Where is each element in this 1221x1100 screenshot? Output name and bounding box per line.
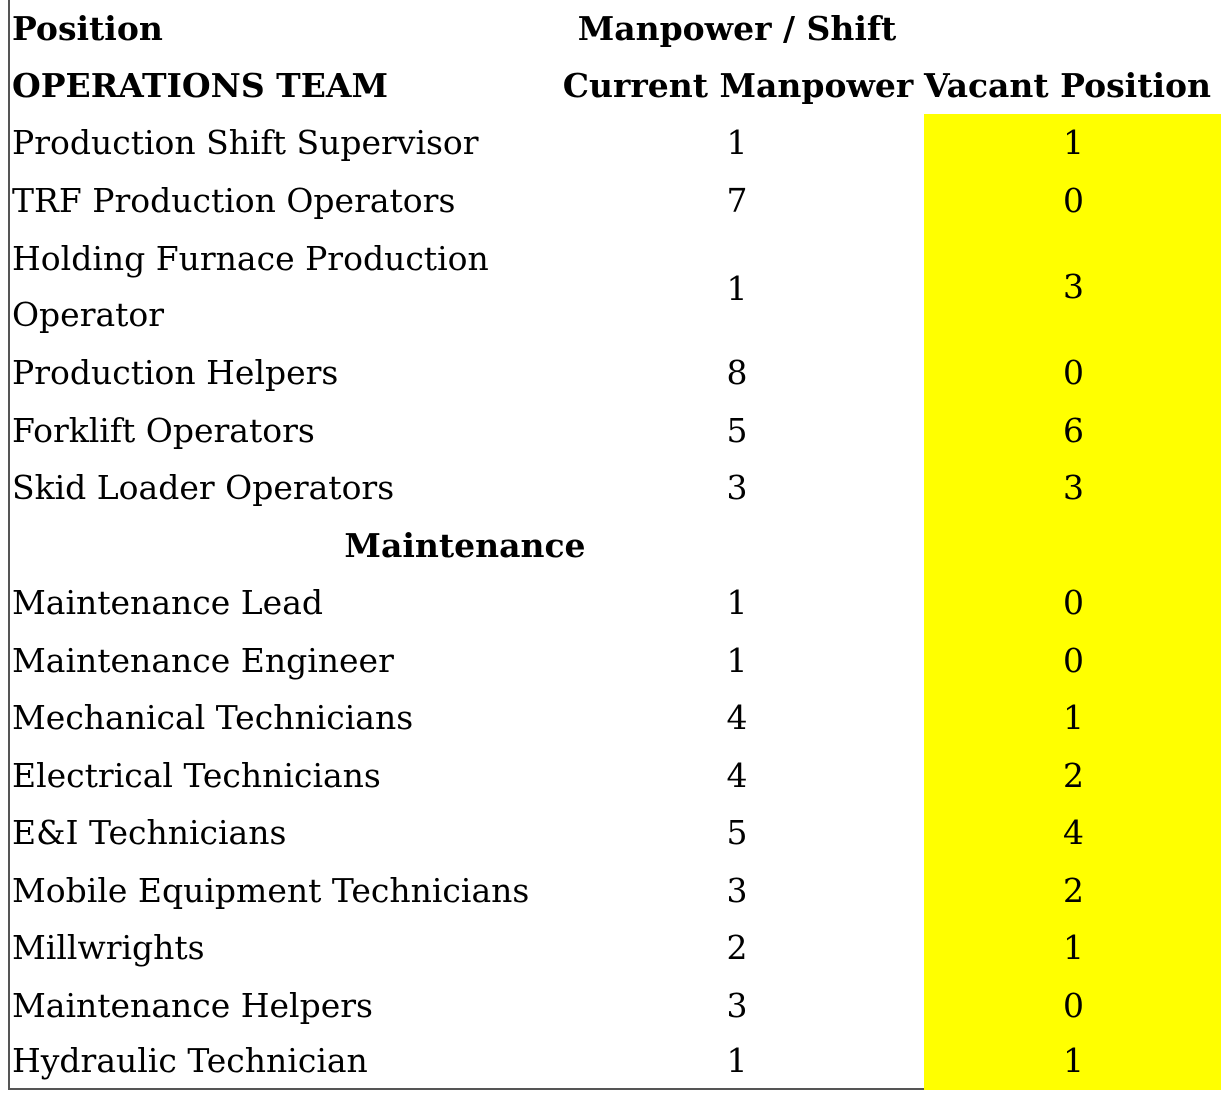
current-manpower-cell: 1 xyxy=(726,269,748,308)
position-cell: Production Shift Supervisor xyxy=(12,123,479,163)
position-cell: Forklift Operators xyxy=(12,410,315,450)
position-cell: E&I Technicians xyxy=(12,813,287,853)
table-row xyxy=(10,919,1221,977)
current-manpower-cell: 3 xyxy=(726,985,748,1025)
vacant-position-header: Vacant Position xyxy=(924,66,1211,105)
table-row xyxy=(10,229,1221,344)
table-row xyxy=(10,977,1221,1035)
manpower-shift-header: Manpower / Shift xyxy=(577,9,897,48)
vacant-position-cell: 1 xyxy=(924,1032,1221,1090)
vacant-position-cell: 0 xyxy=(924,632,1221,690)
vacant-position-cell: 6 xyxy=(924,402,1221,460)
table-row xyxy=(10,459,1221,517)
maintenance-section-label: Maintenance xyxy=(344,525,586,565)
vacant-position-cell: 3 xyxy=(924,229,1221,344)
header-row-2 xyxy=(10,57,1221,114)
table-row xyxy=(10,574,1221,632)
position-cell: Maintenance Engineer xyxy=(12,640,394,680)
position-cell: Production Helpers xyxy=(12,353,339,393)
vacant-position-cell: 0 xyxy=(924,172,1221,230)
vacant-position-cell-empty xyxy=(924,517,1221,575)
position-cell: Maintenance Lead xyxy=(12,583,323,623)
table-row xyxy=(10,402,1221,460)
table-row xyxy=(10,747,1221,805)
current-manpower-cell: 1 xyxy=(726,123,748,163)
position-cell: Millwrights xyxy=(12,928,205,968)
table-row xyxy=(10,114,1221,172)
current-manpower-cell: 5 xyxy=(726,813,748,853)
table-row xyxy=(10,804,1221,862)
position-cell: Mobile Equipment Technicians xyxy=(12,870,530,910)
current-manpower-cell: 4 xyxy=(726,698,748,738)
manpower-table xyxy=(8,0,1221,1090)
vacant-position-cell: 1 xyxy=(924,689,1221,747)
position-cell: Mechanical Technicians xyxy=(12,698,414,738)
vacant-position-cell: 1 xyxy=(924,114,1221,172)
table-row xyxy=(10,862,1221,920)
table-row xyxy=(10,689,1221,747)
current-manpower-cell: 1 xyxy=(726,1041,748,1081)
current-manpower-cell: 3 xyxy=(726,870,748,910)
current-manpower-cell: 1 xyxy=(726,640,748,680)
current-manpower-cell: 7 xyxy=(726,180,748,220)
vacant-position-cell: 0 xyxy=(924,344,1221,402)
table-row xyxy=(10,344,1221,402)
position-cell: TRF Production Operators xyxy=(12,180,456,220)
table-row xyxy=(10,1032,1221,1090)
position-cell: Hydraulic Technician xyxy=(12,1041,368,1081)
position-header: Position xyxy=(12,9,163,48)
current-manpower-cell: 2 xyxy=(726,928,748,968)
vacant-position-cell: 1 xyxy=(924,919,1221,977)
vacant-position-cell: 0 xyxy=(924,574,1221,632)
vacant-position-cell: 0 xyxy=(924,977,1221,1035)
maintenance-section-row xyxy=(10,517,1221,575)
current-manpower-cell: 1 xyxy=(726,583,748,623)
position-cell: Holding Furnace Production Operator xyxy=(12,238,489,334)
current-manpower-cell: 3 xyxy=(726,468,748,508)
table-row xyxy=(10,172,1221,230)
vacant-position-cell: 4 xyxy=(924,804,1221,862)
vacant-position-cell: 2 xyxy=(924,747,1221,805)
position-cell: Skid Loader Operators xyxy=(12,468,395,508)
position-cell: Electrical Technicians xyxy=(12,755,381,795)
vacant-position-cell: 2 xyxy=(924,862,1221,920)
operations-team-header: OPERATIONS TEAM xyxy=(12,66,389,105)
current-manpower-header: Current Manpower xyxy=(562,66,914,105)
current-manpower-cell: 4 xyxy=(726,755,748,795)
current-manpower-cell: 5 xyxy=(726,410,748,450)
vacant-position-cell: 3 xyxy=(924,459,1221,517)
position-cell: Maintenance Helpers xyxy=(12,985,373,1025)
header-row-1 xyxy=(10,0,1221,57)
current-manpower-cell: 8 xyxy=(726,353,748,393)
table-row xyxy=(10,632,1221,690)
